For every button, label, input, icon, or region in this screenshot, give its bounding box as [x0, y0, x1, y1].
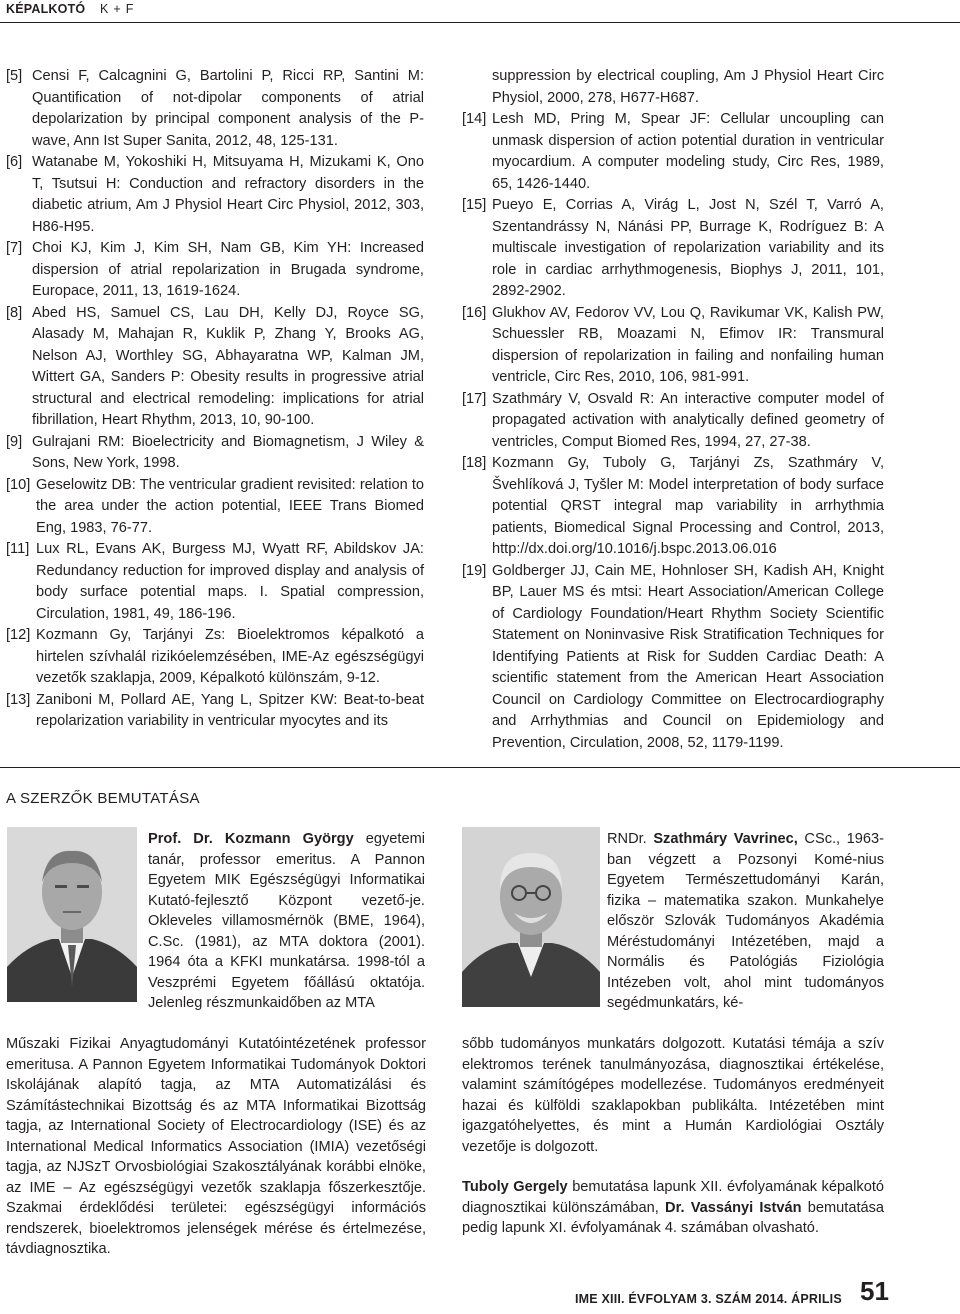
reference-text: Censi F, Calcagnini G, Bartolini P, Ricci RP, Santini M: Quantification of not-dipolar components of atrial depolarization by principal component analysis of the P-wave, Ann Ist Super Sanita, 2012, 48, 125-131. [32, 68, 424, 149]
author-name: Dr. Vassányi István [665, 1199, 802, 1216]
reference-item [6, 66, 424, 152]
reference-item [6, 539, 424, 625]
reference-number: [10] [6, 476, 31, 493]
reference-text: Kozmann Gy, Tarjányi Zs: Bioelektromos képalkotó a hirtelen szívhalál rizikóelemzésében, IME-Az egészségügyi vezetők szaklapja, 2009, Képalkotó különszám, 9-12. [36, 627, 424, 686]
reference-number: [19] [462, 562, 487, 579]
reference-item [6, 690, 424, 733]
reference-text: Lux RL, Evans AK, Burgess MJ, Wyatt RF, Abildskov JA: Redundancy reduction for improved display and analysis of body surface potential maps. I. Spatial compression, Circulation, 1981, 49, 186-196. [36, 541, 424, 622]
reference-text: Choi KJ, Kim J, Kim SH, Nam GB, Kim YH: Increased dispersion of atrial repolarization in Brugada syndrome, Europace, 2011, 13, 1619-1624. [32, 240, 424, 299]
reference-number: [13] [6, 691, 31, 708]
page-number: 51 [860, 1276, 889, 1306]
authors-heading: A SZERZŐK BEMUTATÁSA [6, 790, 200, 807]
reference-item [462, 66, 884, 109]
reference-number: [11] [6, 541, 30, 557]
reference-number: [18] [462, 455, 487, 471]
section-divider [0, 767, 960, 768]
author-photo-kozmann [7, 827, 137, 1002]
issue-footer: IME XIII. ÉVFOLYAM 3. SZÁM 2014. ÁPRILIS [575, 1292, 842, 1306]
bio-text: bemutatása pedig lapunk XI. évfolyamának 4. számában olvasható. [462, 1199, 885, 1236]
reference-item [462, 561, 884, 755]
reference-number: [14] [462, 111, 487, 127]
bio-name: Szathmáry Vavrinec, [653, 831, 798, 847]
reference-item [6, 432, 424, 475]
reference-number: [5] [6, 68, 23, 84]
reference-text: Szathmáry V, Osvald R: An interactive computer model of propagated activation with analytically defined geometry of ventricles, Comput Biomed Res, 1994, 27, 27-38. [492, 390, 884, 450]
reference-text: Lesh MD, Pring M, Spear JF: Cellular uncoupling can unmask dispersion of action potential duration in ventricular myocardium. A computer modeling study, Circ Res, 1989, 65, 1426-1440. [492, 111, 884, 192]
subsection-label: K + F [100, 2, 135, 16]
header-rule [0, 22, 960, 23]
bio-kozmann-top [148, 829, 425, 1014]
bio-name: Kozmann György [224, 831, 354, 847]
bio-kozmann-bottom: Műszaki Fizikai Anyagtudományi Kutatóintézetének professor emeritusa. A Pannon Egyetem Informatikai Tudományok Doktori Iskolájának alapító tagja, az MTA Automatizálási és Számítástechnikai Bizottság és az MTA Informatikai Bizottság tagja, az International Society of Electrocardiology (ISE) és az International Medical Informatics Association (IMIA) vezetőségi tagja, az NJSzT Orvosbiológiai Szakosztályának korábbi elnöke, az IME – Az egészségügyi vezetők szaklapja főszerkesztője. Szakmai érdeklődési területei: egészségügyi információs rendszerek, bioelektromos jelenségek mérése és értelmezése, távdiagnosztika. [6, 1036, 426, 1257]
reference-item [462, 303, 884, 389]
reference-number: [7] [6, 240, 23, 256]
references-left-column [6, 66, 424, 733]
reference-text: Goldberger JJ, Cain ME, Hohnloser SH, Kadish AH, Knight BP, Lauer MS és mtsi: Heart Association/American College of Cardiology Foundation/Heart Rhythm Society Scientific Statement on Noninvasive Risk Stratification Techniques for Identifying Patients at Risk for Sudden Cardiac Death: A scientific statement from the American Heart Association Council on Cardiology Committee on Electrocardiography and Arrhythmias and Council on Epidemiology and Prevention, Circulation, 2008, 52, 1179-1199. [492, 562, 884, 751]
bio-text: bemutatása lapunk XII. évfolyamának képalkotó diagnosztikai különszámában, [462, 1179, 885, 1216]
reference-number: [12] [6, 627, 31, 643]
reference-item [6, 475, 424, 540]
reference-number: [6] [6, 154, 23, 170]
reference-item [462, 195, 884, 303]
bio-text: egyetemi tanár, professor emeritus. A Pannon Egyetem MIK Egészségügyi Informatikai Kutató-fejlesztő Központ vezető-je. Okleveles villamosmérnök (BME, 1964), C.Sc. (1981), az MTA doktora (2001). 1964 óta a KFKI munkatársa. 1998-tól a Veszprémi Egyetem főállású oktatója. Jelenleg részmunkaidőben az MTA [148, 831, 425, 1011]
page-header [0, 0, 960, 22]
bio-title: RNDr. [607, 831, 647, 847]
bio-title: Prof. Dr. [148, 831, 213, 847]
bio-text: CSc., 1963-ban végzett a Pozsonyi Komé-nius Egyetem Természettudományi Karán, fizika – matematika szakon. Munkahelye először Szlovák Tudományos Akadémia Méréstudományi Intézetében, majd a Normális és Patológiás Fiziológia Intézeben volt, ahol mint tudományos segédmunkatárs, ké- [607, 831, 885, 1011]
reference-item [6, 625, 424, 690]
reference-item [462, 109, 884, 195]
reference-text: suppression by electrical coupling, Am J Physiol Heart Circ Physiol, 2000, 278, H677-H687. [492, 68, 884, 106]
reference-text: Kozmann Gy, Tuboly G, Tarjányi Zs, Szathmáry V, Švehlíková J, Tyšler M: Model interpretation of body surface potential QRST integral map variability in arrhythmia patients, Biomedical Signal Processing and Control, 2013, http://dx.doi.org/10.1016/j.bspc.2013.06.016 [492, 455, 884, 557]
bio-other-authors [462, 1177, 884, 1239]
author-name: Tuboly Gergely [462, 1179, 568, 1195]
reference-item [462, 453, 884, 561]
reference-text: Pueyo E, Corrias A, Virág L, Jost N, Szél T, Varró A, Szentandrássy N, Nánási PP, Burrage K, Rodríguez B: A multiscale investigation of repolarization variability and its role in cardiac arrhythmogenesis, Biophys J, 2011, 101, 2892-2902. [492, 197, 884, 299]
reference-text: Zaniboni M, Pollard AE, Yang L, Spitzer KW: Beat-to-beat repolarization variability in ventricular myocytes and its [36, 691, 424, 729]
references-right-column [462, 66, 884, 754]
bio-szathmary-top [607, 829, 884, 1014]
reference-text: Geselowitz DB: The ventricular gradient revisited: relation to the area under the action potential, IEEE Trans Biomed Eng, 1983, 76-77. [36, 476, 424, 536]
reference-item [6, 238, 424, 303]
bio-szathmary-bottom: sőbb tudományos munkatárs dolgozott. Kutatási témája a szív elektromos terének tanulmányozása, diagnosztikai értékelése, valamint számítógépes modellezése. Tudományos eredményeit hazai és külföldi szaklapokban publikálta. Intézetében mint igazgatóhelyettes, és mint a Humán Kardiológiai Osztály vezetője is dolgozott. [462, 1036, 884, 1155]
reference-item [6, 303, 424, 432]
reference-item [462, 389, 884, 454]
reference-number: [15] [462, 197, 487, 213]
author-photo-szathmary [462, 827, 600, 1007]
reference-text: Glukhov AV, Fedorov VV, Lou Q, Ravikumar VK, Kalish PW, Schuessler RB, Moazami N, Efimov IR: Transmural dispersion of repolarization in failing and nonfailing human ventricle, Circ Res, 2010, 106, 981-991. [492, 304, 884, 385]
section-label: KÉPALKOTÓ [6, 2, 86, 16]
reference-text: Watanabe M, Yokoshiki H, Mitsuyama H, Mizukami K, Ono T, Tsutsui H: Conduction and refractory disorders in the diabetic atrium, Am J Physiol Heart Circ Physiol, 2012, 303, H86-H95. [32, 154, 424, 235]
reference-number: [9] [6, 433, 23, 450]
reference-number: [17] [462, 390, 487, 407]
reference-number: [16] [462, 304, 487, 321]
reference-item [6, 152, 424, 238]
reference-text: Gulrajani RM: Bioelectricity and Biomagnetism, J Wiley & Sons, New York, 1998. [32, 433, 424, 471]
reference-text: Abed HS, Samuel CS, Lau DH, Kelly DJ, Royce SG, Alasady M, Mahajan R, Kuklik P, Zhang Y, Brooks AG, Nelson AJ, Worthley SG, Abhayaratna WP, Kalman JM, Wittert GA, Sanders P: Obesity results in progressive atrial structural and electrical remodeling: implications for atrial fibrillation, Heart Rhythm, 2013, 10, 90-100. [32, 304, 424, 428]
reference-number: [8] [6, 304, 23, 321]
